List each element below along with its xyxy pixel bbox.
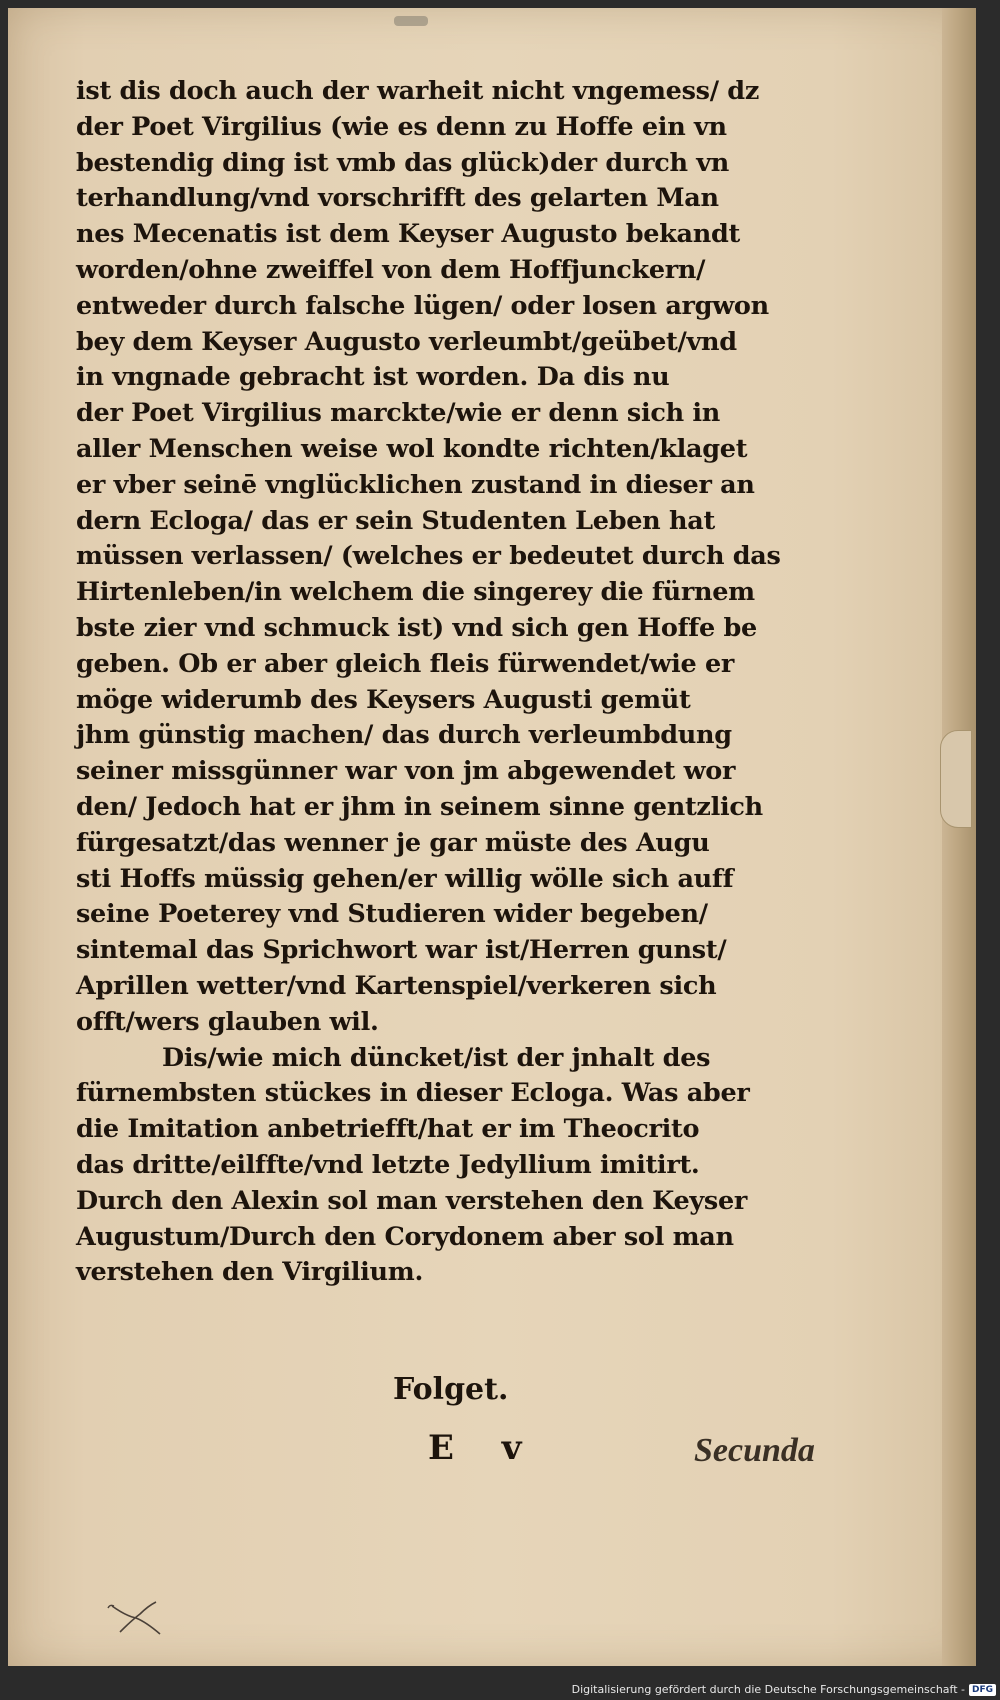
pencil-cross-mark [106, 1598, 166, 1638]
dfg-logo: DFG [969, 1684, 996, 1696]
signature-mark: E v [428, 1428, 540, 1468]
text-line: fürnembsten stückes in dieser Ecloga. Was aber [76, 1078, 750, 1109]
text-line: seine Poeterey vnd Studieren wider begeben/ [76, 899, 708, 930]
text-line: jhm günstig machen/ das durch verleumbdung [76, 720, 732, 751]
footer-text: Digitalisierung gefördert durch die Deutsche Forschungsgemeinschaft - [571, 1683, 965, 1696]
text-line: terhandlung/vnd vorschrifft des gelarten Man [76, 183, 719, 214]
text-line: Aprillen wetter/vnd Kartenspiel/verkeren sich [76, 970, 717, 1001]
text-line: möge widerumb des Keysers Augusti gemüt [76, 684, 691, 715]
text-line: sintemal das Sprichwort war ist/Herren gunst/ [76, 935, 727, 966]
text-line: in vngnade gebracht ist worden. Da dis nu [76, 362, 670, 393]
page-top-mark [394, 16, 428, 26]
text-line: Durch den Alexin sol man verstehen den Keyser [76, 1185, 748, 1216]
page-gutter [942, 8, 976, 1666]
text-line: sti Hoffs müssig gehen/er willig wölle sich auff [76, 863, 734, 894]
text-line: Dis/wie mich düncket/ist der jnhalt des [162, 1042, 711, 1073]
text-line: ist dis doch auch der warheit nicht vngemess/ dz [76, 76, 760, 106]
text-line: das dritte/eilffte/vnd letzte Jedyllium imitirt. [76, 1149, 700, 1180]
text-line: worden/ohne zweiffel von dem Hoffjunckern/ [76, 254, 706, 285]
text-line: Augustum/Durch den Corydonem aber sol man [76, 1221, 734, 1252]
text-line: nes Mecenatis ist dem Keyser Augusto bekandt [76, 219, 741, 250]
text-line: entweder durch falsche lügen/ oder losen argwon [76, 290, 769, 321]
text-line: müssen verlassen/ (welches er bedeutet durch das [76, 541, 781, 572]
book-page [8, 8, 976, 1666]
text-line: Hirtenleben/in welchem die singerey die fürnem [76, 577, 755, 608]
text-line: offt/wers glauben wil. [76, 1006, 379, 1037]
text-line: bste zier vnd schmuck ist) vnd sich gen Hoffe be [76, 612, 757, 643]
text-line: den/ Jedoch hat er jhm in seinem sinne gentzlich [76, 791, 763, 822]
text-line: bey dem Keyser Augusto verleumbt/geübet/vnd [76, 326, 737, 357]
catchword: Secunda [694, 1432, 815, 1469]
body-text [76, 74, 846, 1291]
text-line: bestendig ding ist vmb das glück)der durch vn [76, 147, 730, 178]
closing-word: Folget. [393, 1372, 509, 1407]
text-line: die Imitation anbetriefft/hat er im Theocrito [76, 1114, 700, 1145]
text-line: fürgesatzt/das wenner je gar müste des Augu [76, 827, 710, 858]
text-line: der Poet Virgilius marckte/wie er denn sich in [76, 398, 721, 429]
text-line: seiner missgünner war von jm abgewendet wor [76, 756, 736, 787]
text-line: der Poet Virgilius (wie es denn zu Hoffe ein vn [76, 111, 727, 142]
text-line: geben. Ob er aber gleich fleis fürwendet/wie er [76, 648, 735, 679]
clasp-tab [940, 730, 972, 828]
text-line: er vber seinē vnglücklichen zustand in dieser an [76, 469, 755, 500]
digitization-footer [572, 1683, 996, 1696]
text-line: dern Ecloga/ das er sein Studenten Leben hat [76, 505, 715, 536]
text-line: aller Menschen weise wol kondte richten/klaget [76, 433, 748, 464]
text-line: verstehen den Virgilium. [76, 1257, 424, 1288]
